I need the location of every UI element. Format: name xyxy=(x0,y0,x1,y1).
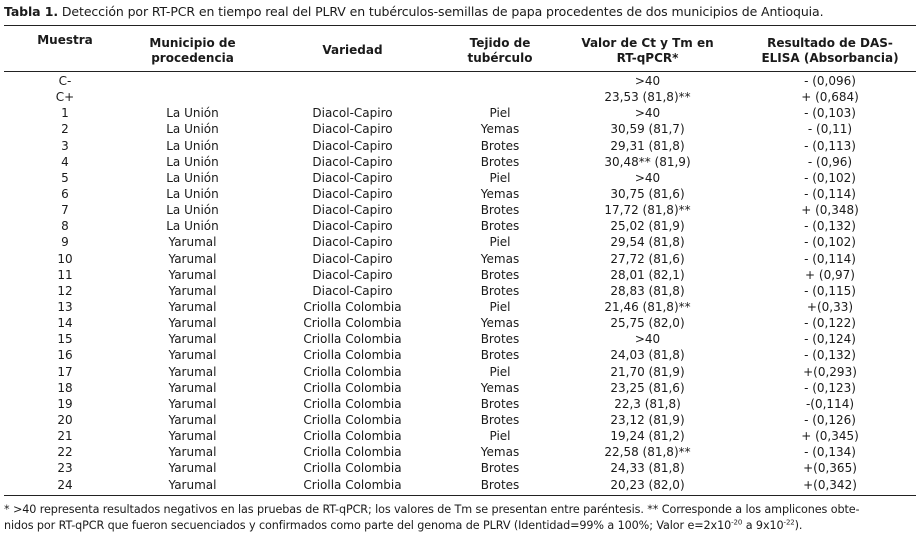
cell-tejido: Yemas xyxy=(480,251,520,266)
cell-valor: 28,83 (81,8) xyxy=(610,283,685,298)
cell-variedad: Diacol-Capiro xyxy=(312,267,393,282)
cell-resultado: - (0,113) xyxy=(804,138,856,153)
cell-tejido: Brotes xyxy=(480,348,520,363)
cell-variedad: Diacol-Capiro xyxy=(312,154,393,169)
cell-muestra: 15 xyxy=(57,332,73,347)
cell-valor: 29,31 (81,8) xyxy=(610,138,685,153)
cell-muestra: 21 xyxy=(57,429,73,444)
cell-muestra: C+ xyxy=(55,90,75,105)
header-municipio: Municipio de procedencia xyxy=(149,36,236,65)
header-valor: Valor de Ct y Tm en RT-qPCR* xyxy=(581,36,714,65)
table-row xyxy=(0,154,924,170)
cell-tejido: Brotes xyxy=(480,477,520,492)
cell-muestra: 20 xyxy=(57,412,73,427)
cell-variedad: Diacol-Capiro xyxy=(312,283,393,298)
cell-muestra: 14 xyxy=(57,316,73,331)
cell-muestra: 10 xyxy=(57,251,73,266)
cell-valor: 30,48** (81,9) xyxy=(604,154,691,169)
cell-valor: >40 xyxy=(634,170,661,185)
cell-muestra: 1 xyxy=(61,106,69,121)
cell-resultado: +(0,293) xyxy=(803,364,857,379)
cell-valor: >40 xyxy=(634,106,661,121)
cell-variedad: Diacol-Capiro xyxy=(312,235,393,250)
cell-muestra: 8 xyxy=(61,219,69,234)
cell-resultado: - (0,122) xyxy=(804,316,856,331)
cell-muestra: 19 xyxy=(57,396,73,411)
cell-municipio: Yarumal xyxy=(168,396,217,411)
cell-resultado: - (0,124) xyxy=(804,332,856,347)
cell-tejido: Yemas xyxy=(480,380,520,395)
cell-municipio: Yarumal xyxy=(168,348,217,363)
cell-municipio: Yarumal xyxy=(168,412,217,427)
cell-variedad: Diacol-Capiro xyxy=(312,106,393,121)
table-row xyxy=(0,412,924,428)
cell-municipio: Yarumal xyxy=(168,461,217,476)
cell-variedad: Diacol-Capiro xyxy=(312,251,393,266)
cell-resultado: + (0,345) xyxy=(801,429,859,444)
footnote-line-2-end: ). xyxy=(794,519,803,532)
cell-tejido: Brotes xyxy=(480,461,520,476)
cell-variedad: Criolla Colombia xyxy=(303,364,402,379)
cell-resultado: +(0,342) xyxy=(803,477,857,492)
cell-muestra: 23 xyxy=(57,461,73,476)
table-row xyxy=(0,267,924,283)
cell-muestra: 7 xyxy=(61,203,69,218)
cell-valor: 27,72 (81,6) xyxy=(610,251,685,266)
table-row xyxy=(0,105,924,121)
cell-valor: 25,75 (82,0) xyxy=(610,316,685,331)
cell-muestra: 3 xyxy=(61,138,69,153)
cell-variedad: Criolla Colombia xyxy=(303,461,402,476)
cell-muestra: 9 xyxy=(61,235,69,250)
cell-resultado: - (0,132) xyxy=(804,219,856,234)
cell-resultado: - (0,103) xyxy=(804,106,856,121)
cell-variedad: Criolla Colombia xyxy=(303,380,402,395)
cell-municipio: Yarumal xyxy=(168,267,217,282)
table-row xyxy=(0,170,924,186)
table-row xyxy=(0,315,924,331)
table-row xyxy=(0,218,924,234)
bottom-rule xyxy=(4,495,916,496)
cell-resultado: - (0,102) xyxy=(804,235,856,250)
table-row xyxy=(0,73,924,89)
cell-municipio: Yarumal xyxy=(168,316,217,331)
cell-variedad: Criolla Colombia xyxy=(303,396,402,411)
cell-valor: 25,02 (81,9) xyxy=(610,219,685,234)
cell-resultado: +(0,33) xyxy=(806,299,854,314)
cell-municipio: La Unión xyxy=(166,203,219,218)
cell-muestra: 2 xyxy=(61,122,69,137)
cell-municipio: Yarumal xyxy=(168,380,217,395)
footnote-line-2-mid: a 9x10 xyxy=(742,519,784,532)
header-tejido: Tejido de tubérculo xyxy=(467,36,533,65)
cell-tejido: Brotes xyxy=(480,154,520,169)
table-row xyxy=(0,477,924,493)
table-row xyxy=(0,202,924,218)
cell-muestra: 17 xyxy=(57,364,73,379)
cell-valor: 20,23 (82,0) xyxy=(610,477,685,492)
cell-muestra: 18 xyxy=(57,380,73,395)
cell-tejido: Piel xyxy=(489,299,511,314)
cell-municipio: Yarumal xyxy=(168,429,217,444)
cell-variedad: Criolla Colombia xyxy=(303,412,402,427)
cell-tejido: Piel xyxy=(489,170,511,185)
cell-resultado: - (0,123) xyxy=(804,380,856,395)
table-caption-text: Detección por RT-PCR en tiempo real del PLRV en tubérculos-semillas de papa procedentes de dos municipios de Antioquia. xyxy=(61,4,824,19)
cell-tejido: Brotes xyxy=(480,283,520,298)
cell-variedad: Criolla Colombia xyxy=(303,477,402,492)
table-row xyxy=(0,251,924,267)
table-row xyxy=(0,283,924,299)
cell-tejido: Piel xyxy=(489,429,511,444)
cell-resultado: - (0,115) xyxy=(804,283,856,298)
cell-valor: 22,3 (81,8) xyxy=(614,396,681,411)
cell-tejido: Piel xyxy=(489,364,511,379)
cell-valor: >40 xyxy=(634,74,661,88)
cell-variedad: Diacol-Capiro xyxy=(312,138,393,153)
cell-muestra: 11 xyxy=(57,267,73,282)
cell-tejido: Brotes xyxy=(480,138,520,153)
footnote-line-1: * >40 representa resultados negativos en las pruebas de RT-qPCR; los valores de Tm se presentan entre paréntesis. ** Corresponde a los amplicones obte- xyxy=(4,503,860,516)
cell-tejido: Brotes xyxy=(480,412,520,427)
table-row xyxy=(0,234,924,250)
cell-tejido: Brotes xyxy=(480,332,520,347)
cell-muestra: 13 xyxy=(57,299,73,314)
cell-tejido: Piel xyxy=(489,235,511,250)
cell-muestra: 24 xyxy=(57,477,73,492)
cell-muestra: 22 xyxy=(57,445,73,460)
cell-variedad: Diacol-Capiro xyxy=(312,122,393,137)
table-caption xyxy=(4,4,824,19)
cell-variedad: Criolla Colombia xyxy=(303,348,402,363)
footnote-line-2-text: nidos por RT-qPCR que fueron secuenciados y confirmados como parte del genoma de PLRV (Identidad=99% a 100%; Valor e=2x10 xyxy=(4,519,732,532)
table-row xyxy=(0,364,924,380)
cell-resultado: -(0,114) xyxy=(805,396,855,411)
cell-tejido: Brotes xyxy=(480,219,520,234)
table-row xyxy=(0,331,924,347)
cell-municipio: Yarumal xyxy=(168,299,217,314)
cell-tejido: Brotes xyxy=(480,203,520,218)
header-rule xyxy=(4,71,916,72)
cell-municipio: La Unión xyxy=(166,154,219,169)
cell-municipio: Yarumal xyxy=(168,477,217,492)
cell-resultado: +(0,365) xyxy=(803,461,857,476)
footnote-line-2 xyxy=(4,518,920,534)
cell-valor: 24,03 (81,8) xyxy=(610,348,685,363)
cell-resultado: - (0,134) xyxy=(804,445,856,460)
cell-municipio: La Unión xyxy=(166,138,219,153)
cell-tejido: Brotes xyxy=(480,267,520,282)
table-footnote xyxy=(4,502,920,534)
cell-variedad: Diacol-Capiro xyxy=(312,186,393,201)
cell-municipio: La Unión xyxy=(166,122,219,137)
cell-tejido: Piel xyxy=(489,106,511,121)
cell-variedad: Criolla Colombia xyxy=(303,429,402,444)
cell-variedad: Diacol-Capiro xyxy=(312,219,393,234)
cell-valor: 22,58 (81,8)** xyxy=(604,445,691,460)
cell-variedad: Diacol-Capiro xyxy=(312,170,393,185)
table-row xyxy=(0,396,924,412)
cell-muestra: 5 xyxy=(61,170,69,185)
cell-tejido: Yemas xyxy=(480,316,520,331)
table-row xyxy=(0,460,924,476)
cell-municipio: La Unión xyxy=(166,186,219,201)
table-row xyxy=(0,428,924,444)
cell-valor: 30,75 (81,6) xyxy=(610,186,685,201)
cell-muestra: 12 xyxy=(57,283,73,298)
table-row xyxy=(0,186,924,202)
cell-valor: 21,70 (81,9) xyxy=(610,364,685,379)
cell-resultado: - (0,114) xyxy=(804,251,856,266)
cell-valor: 23,12 (81,9) xyxy=(610,412,685,427)
cell-municipio: Yarumal xyxy=(168,283,217,298)
cell-valor: 23,53 (81,8)** xyxy=(604,90,691,105)
top-rule xyxy=(4,25,916,26)
table-row xyxy=(0,380,924,396)
cell-tejido: Brotes xyxy=(480,396,520,411)
footnote-exponent-1: -20 xyxy=(731,518,743,527)
cell-muestra: 6 xyxy=(61,186,69,201)
header-variedad: Variedad xyxy=(322,43,383,57)
header-muestra: Muestra xyxy=(37,33,93,47)
table-body xyxy=(0,73,924,493)
cell-valor: 28,01 (82,1) xyxy=(610,267,685,282)
cell-tejido: Yemas xyxy=(480,445,520,460)
cell-valor: 21,46 (81,8)** xyxy=(604,299,691,314)
cell-resultado: + (0,97) xyxy=(805,267,855,282)
cell-resultado: - (0,096) xyxy=(804,74,856,88)
table-row xyxy=(0,347,924,363)
cell-valor: 23,25 (81,6) xyxy=(610,380,685,395)
cell-municipio: Yarumal xyxy=(168,251,217,266)
cell-valor: 24,33 (81,8) xyxy=(610,461,685,476)
cell-variedad: Criolla Colombia xyxy=(303,316,402,331)
cell-municipio: Yarumal xyxy=(168,445,217,460)
cell-resultado: + (0,348) xyxy=(801,203,859,218)
cell-valor: >40 xyxy=(634,332,661,347)
table-row xyxy=(0,444,924,460)
table-caption-label: Tabla 1. xyxy=(4,4,59,19)
cell-variedad: Criolla Colombia xyxy=(303,445,402,460)
cell-municipio: Yarumal xyxy=(168,364,217,379)
cell-valor: 29,54 (81,8) xyxy=(610,235,685,250)
cell-resultado: - (0,102) xyxy=(804,170,856,185)
cell-variedad: Criolla Colombia xyxy=(303,299,402,314)
table-row xyxy=(0,121,924,137)
cell-valor: 17,72 (81,8)** xyxy=(604,203,691,218)
cell-muestra: 16 xyxy=(57,348,73,363)
cell-muestra: 4 xyxy=(61,154,69,169)
cell-valor: 19,24 (81,2) xyxy=(610,429,685,444)
cell-muestra: C- xyxy=(58,74,72,88)
cell-municipio: Yarumal xyxy=(168,235,217,250)
cell-resultado: - (0,96) xyxy=(807,154,853,169)
cell-resultado: - (0,11) xyxy=(807,122,853,137)
cell-resultado: - (0,132) xyxy=(804,348,856,363)
cell-municipio: La Unión xyxy=(166,106,219,121)
cell-tejido: Yemas xyxy=(480,122,520,137)
cell-municipio: La Unión xyxy=(166,170,219,185)
cell-resultado: + (0,684) xyxy=(801,90,859,105)
footnote-exponent-2: -22 xyxy=(783,518,795,527)
cell-municipio: Yarumal xyxy=(168,332,217,347)
cell-resultado: - (0,114) xyxy=(804,186,856,201)
cell-variedad: Criolla Colombia xyxy=(303,332,402,347)
cell-tejido: Yemas xyxy=(480,186,520,201)
table-row xyxy=(0,138,924,154)
cell-valor: 30,59 (81,7) xyxy=(610,122,685,137)
cell-variedad: Diacol-Capiro xyxy=(312,203,393,218)
cell-municipio: La Unión xyxy=(166,219,219,234)
table-row xyxy=(0,89,924,105)
cell-resultado: - (0,126) xyxy=(804,412,856,427)
header-resultado: Resultado de DAS- ELISA (Absorbancia) xyxy=(761,36,899,65)
table-row xyxy=(0,299,924,315)
